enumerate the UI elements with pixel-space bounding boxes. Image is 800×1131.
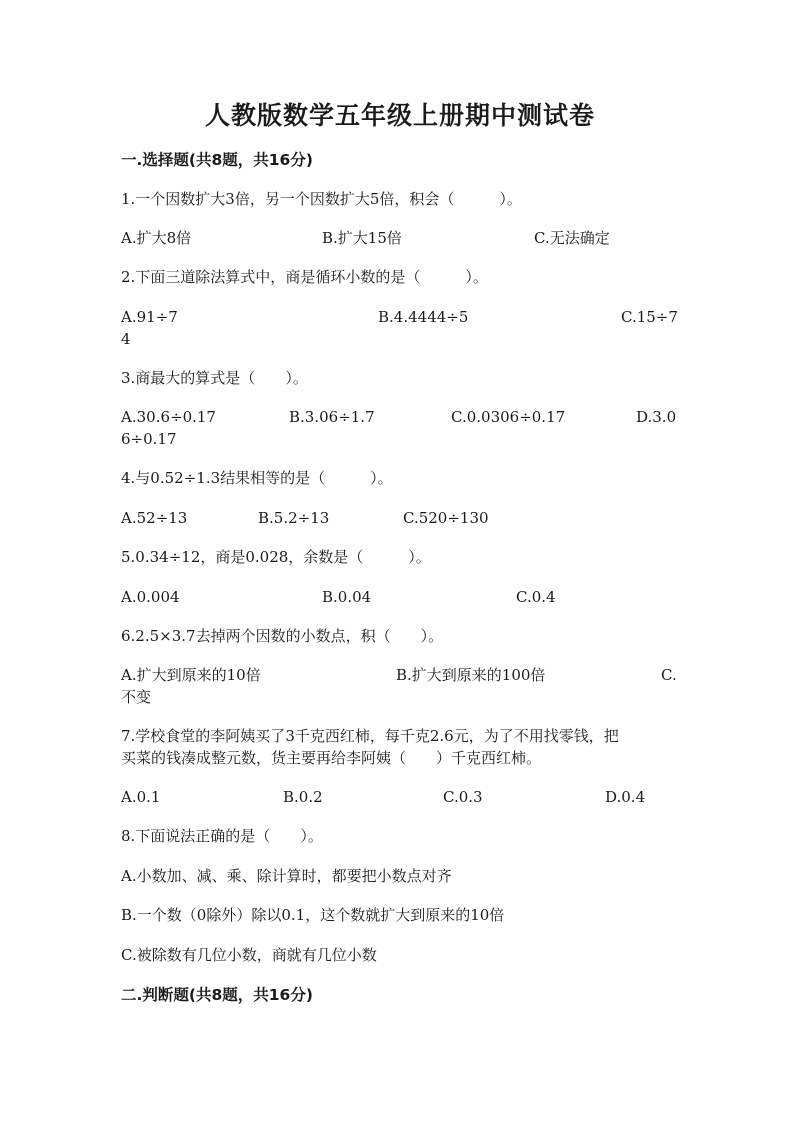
question-7-option-a: A.0.1 (121, 788, 161, 806)
question-7-stem-line-2: 买菜的钱凑成整元数，货主要再给李阿姨（ ）千克西红柿。 (121, 749, 542, 767)
question-8-option-a: A.小数加、减、乘、除计算时，都要把小数点对齐 (121, 867, 452, 885)
question-3-option-d: D.3.0 (636, 408, 677, 426)
question-3-option-c: C.0.0306÷0.17 (451, 408, 566, 426)
question-8-option-c: C.被除数有几位小数，商就有几位小数 (121, 946, 377, 964)
question-5-option-a: A.0.004 (121, 588, 180, 606)
question-6-option-c: C. (661, 666, 677, 684)
question-5-option-c: C.0.4 (516, 588, 556, 606)
question-3-stem: 3.商最大的算式是（ ）。 (121, 369, 308, 387)
question-2-option-c-wrap: 4 (121, 330, 131, 348)
section-heading-choice: 一.选择题(共8题，共16分) (121, 151, 313, 169)
question-2-option-a: A.91÷7 (121, 308, 178, 326)
question-1-stem: 1.一个因数扩大3倍，另一个因数扩大5倍，积会（ ）。 (121, 190, 522, 208)
question-6-stem: 6.2.5×3.7去掉两个因数的小数点，积（ ）。 (121, 627, 444, 645)
question-1-option-b: B.扩大15倍 (322, 229, 402, 247)
question-5-stem: 5.0.34÷12，商是0.028，余数是（ ）。 (121, 548, 431, 566)
question-6-option-a: A.扩大到原来的10倍 (121, 666, 261, 684)
question-7-stem-line-1: 7.学校食堂的李阿姨买了3千克西红柿，每千克2.6元，为了不用找零钱，把 (121, 727, 619, 745)
question-4-option-a: A.52÷13 (121, 509, 188, 527)
question-3-option-a: A.30.6÷0.17 (121, 408, 216, 426)
page-title: 人教版数学五年级上册期中测试卷 (204, 101, 595, 130)
question-2-stem: 2.下面三道除法算式中，商是循环小数的是（ ）。 (121, 268, 488, 286)
question-2-option-c: C.15÷7 (621, 308, 678, 326)
question-3-option-d-wrap: 6÷0.17 (121, 430, 177, 448)
question-6-option-b: B.扩大到原来的100倍 (396, 666, 546, 684)
question-8-option-b: B.一个数（0除外）除以0.1，这个数就扩大到原来的10倍 (121, 906, 505, 924)
section-heading-judgement: 二.判断题(共8题，共16分) (121, 986, 313, 1004)
question-7-option-d: D.0.4 (605, 788, 646, 806)
question-6-option-c-wrap: 不变 (121, 688, 152, 706)
question-2-option-b: B.4.4444÷5 (378, 308, 469, 326)
question-5-option-b: B.0.04 (322, 588, 372, 606)
question-7-option-c: C.0.3 (443, 788, 483, 806)
question-1-option-c: C.无法确定 (534, 229, 610, 247)
question-8-stem: 8.下面说法正确的是（ ）。 (121, 827, 323, 845)
question-4-option-b: B.5.2÷13 (258, 509, 330, 527)
question-4-stem: 4.与0.52÷1.3结果相等的是（ ）。 (121, 469, 393, 487)
question-7-option-b: B.0.2 (283, 788, 323, 806)
question-1-option-a: A.扩大8倍 (121, 229, 192, 247)
question-4-option-c: C.520÷130 (403, 509, 489, 527)
question-3-option-b: B.3.06÷1.7 (289, 408, 375, 426)
